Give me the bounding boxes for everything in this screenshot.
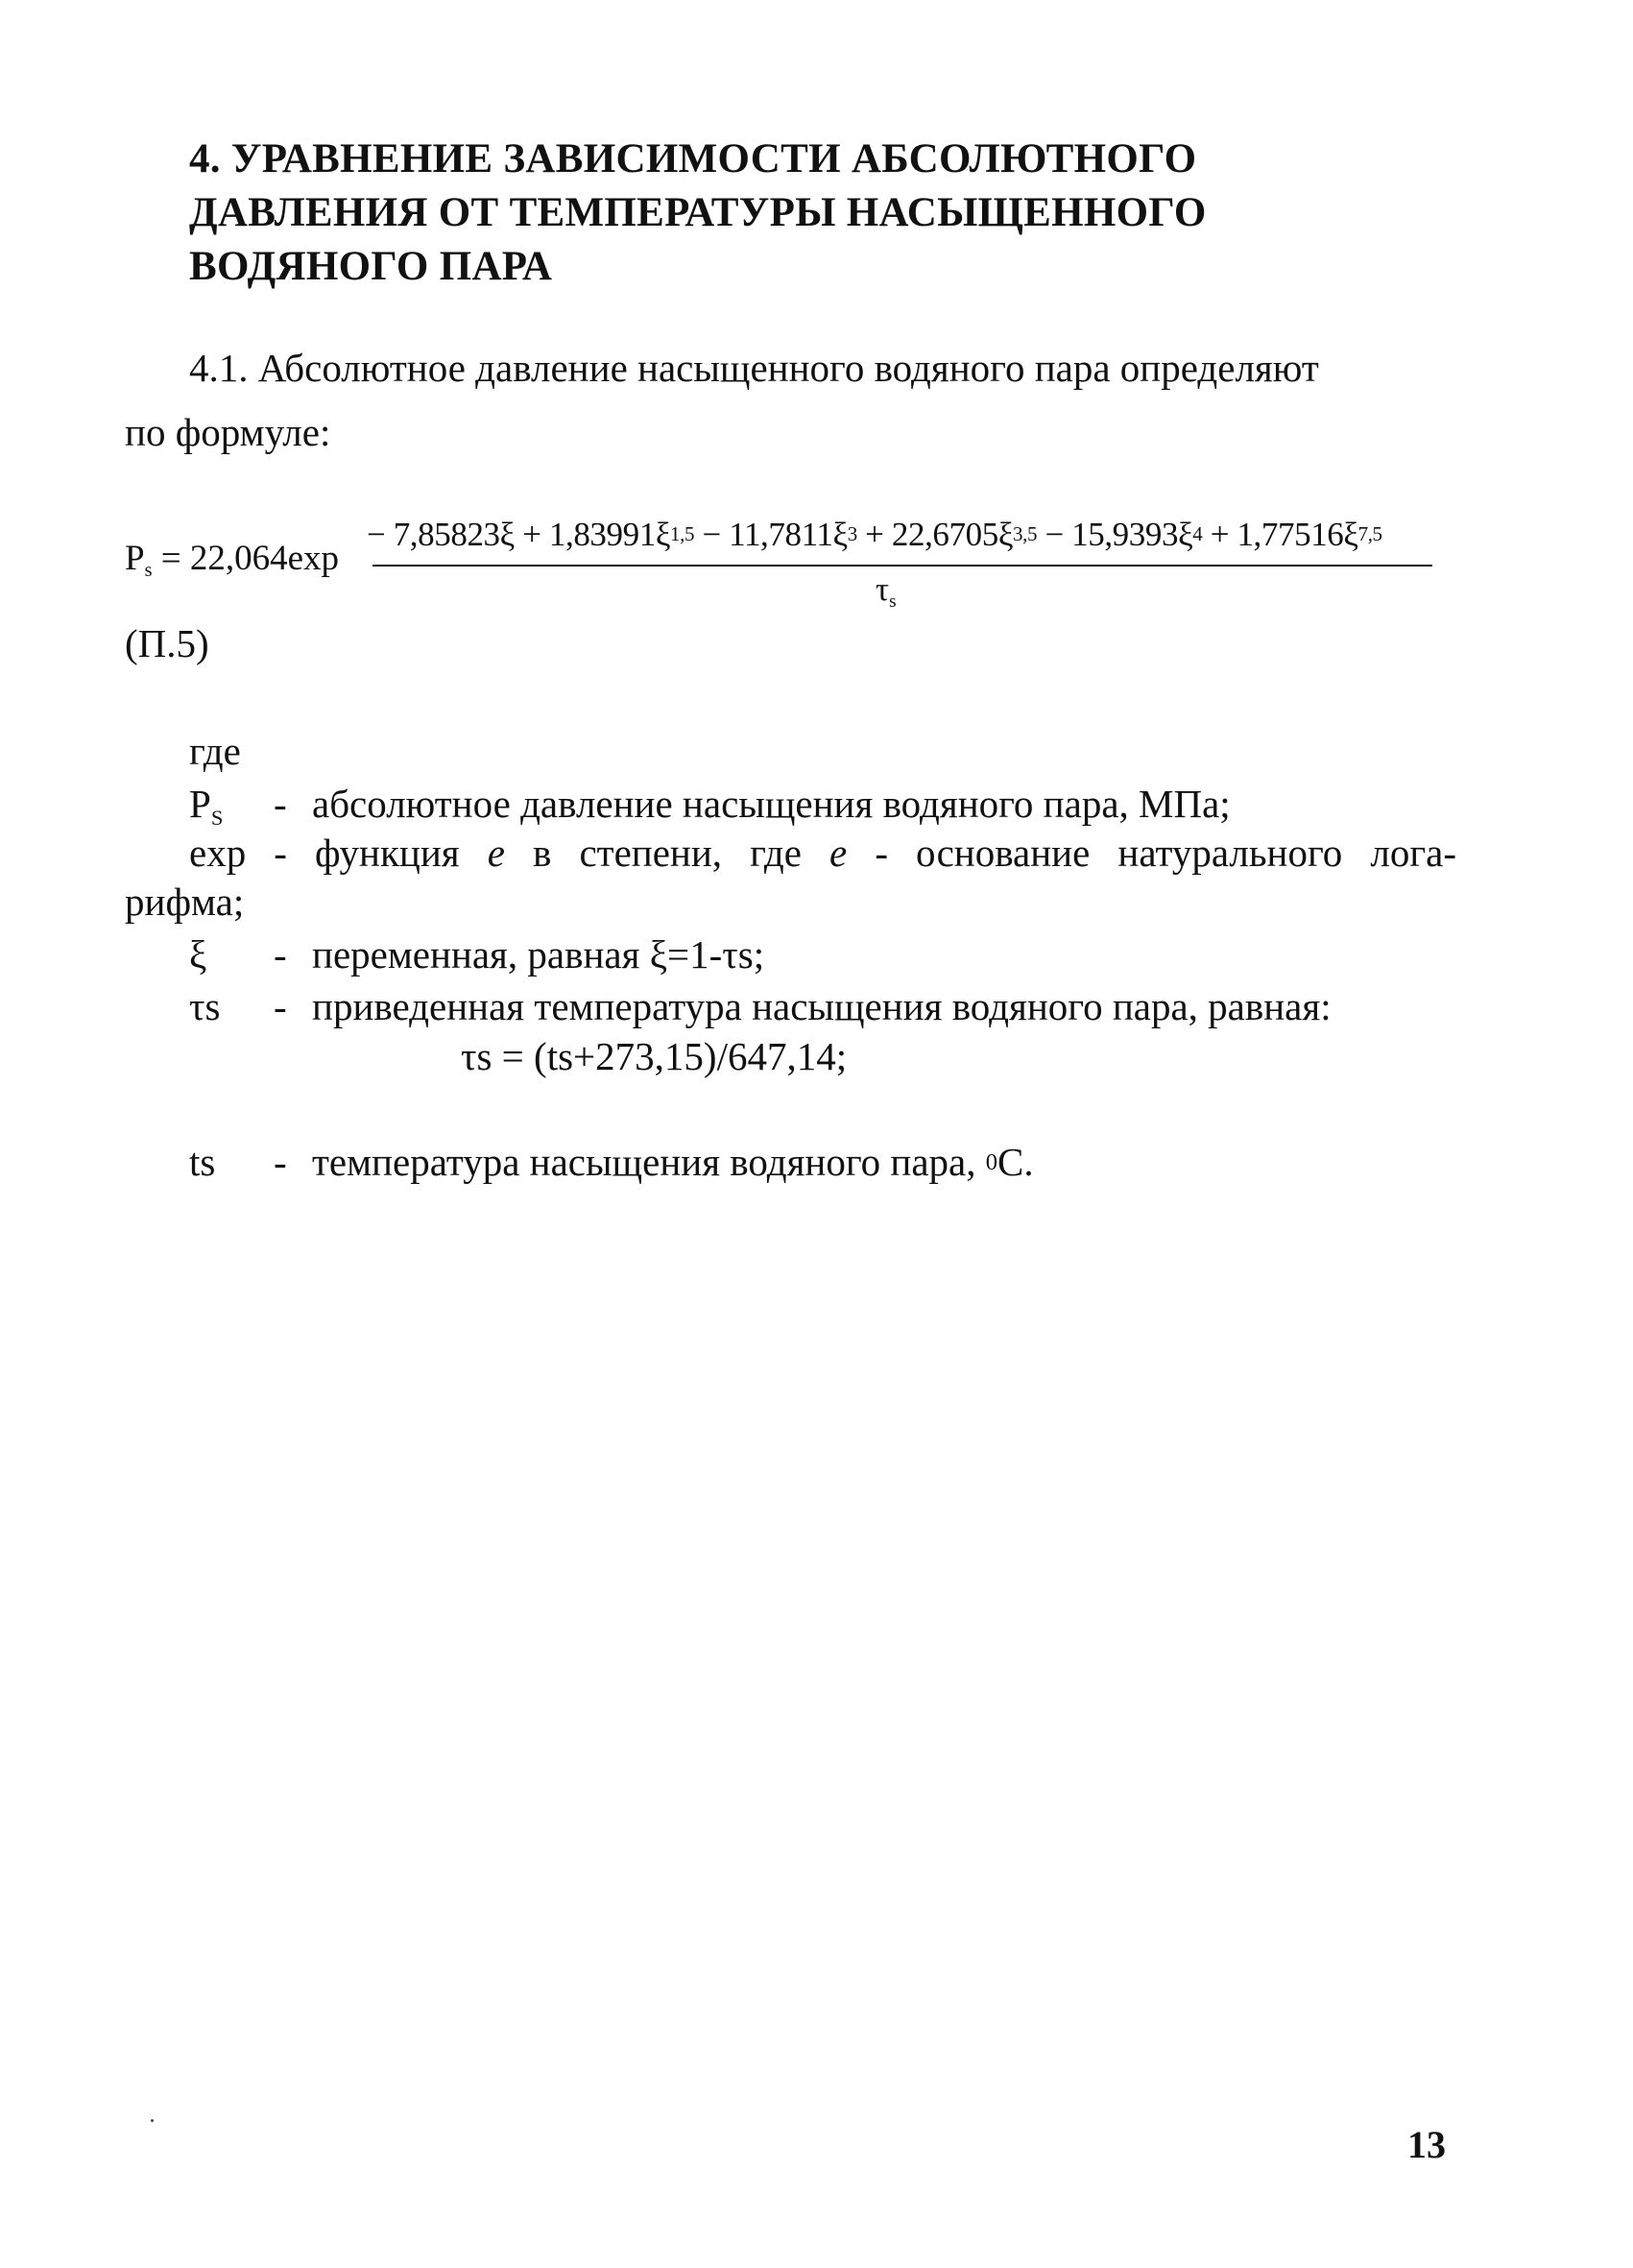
- heading-line-2: ДАВЛЕНИЯ ОТ ТЕМПЕРАТУРЫ НАСЫЩЕННОГО: [189, 190, 1207, 235]
- where-label: где: [189, 729, 241, 773]
- formula-denominator: [876, 570, 897, 612]
- pressure-symbol: P: [125, 539, 145, 578]
- numerator-term-2: − 11,7811ξ: [694, 516, 848, 553]
- def-tau-formula: τs = (ts+273,15)/647,14;: [461, 1034, 848, 1078]
- def-tau-symbol: τs: [189, 984, 221, 1028]
- exponent-5: 7,5: [1357, 521, 1382, 545]
- heading-line-3: ВОДЯНОГО ПАРА: [189, 244, 553, 289]
- exponent-1: 1,5: [670, 521, 695, 545]
- section-heading: [189, 133, 1207, 294]
- def-ts: ts - температура насыщения водяного пара, $^0$C.: [189, 1140, 1034, 1184]
- formula-lhs-rest: = 22,064exp: [152, 539, 340, 578]
- exponent-3: 3,5: [1013, 521, 1038, 545]
- def-xi-text: переменная, равная ξ=1-τs;: [312, 932, 765, 977]
- formula-number: (П.5): [125, 621, 209, 665]
- numerator-term-4: − 15,9393ξ: [1037, 516, 1193, 553]
- def-tau: τs - приведенная температура насыщения водяного пара, равная:: [189, 984, 1332, 1028]
- def-ts-symbol: ts: [189, 1140, 216, 1184]
- formula-lhs: [125, 538, 340, 582]
- def-pressure-text: абсолютное давление насыщения водяного пара, МПа;: [312, 782, 1231, 826]
- exponent-2: 3: [847, 521, 857, 545]
- def-tau-text: приведенная температура насыщения водяного пара, равная:: [312, 984, 1332, 1028]
- celsius-unit: C.: [997, 1140, 1034, 1184]
- page-number: 13: [1407, 2123, 1446, 2166]
- def-ts-text: температура насыщения водяного пара,: [312, 1140, 986, 1184]
- pressure-subscript: s: [144, 560, 153, 582]
- def-pressure-symbol: $P_S$: [189, 782, 224, 830]
- numerator-term-1: − 7,85823ξ + 1,83991ξ: [367, 516, 671, 553]
- degree-superscript: 0: [985, 1148, 998, 1175]
- def-xi: ξ - переменная, равная ξ=1-τs;: [189, 932, 765, 977]
- tau-symbol: τ: [876, 570, 890, 608]
- formula-numerator: [367, 516, 1382, 554]
- scan-speck: [151, 2119, 154, 2122]
- def-xi-symbol: ξ: [189, 932, 207, 977]
- intro-line-1: 4.1. Абсолютное давление насыщенного водяного пара определяют: [189, 346, 1319, 390]
- numerator-term-3: + 22,6705ξ: [856, 516, 1014, 553]
- fraction-line: [372, 565, 1432, 567]
- exponent-4: 4: [1192, 521, 1203, 545]
- def-exp-continuation: рифма;: [125, 880, 245, 924]
- numerator-term-5: + 1,77516ξ: [1202, 516, 1358, 553]
- def-pressure: [189, 780, 1231, 828]
- tau-subscript: s: [889, 591, 897, 612]
- def-exp: exp - функция e в степени, где e - основание натурального лога-: [189, 831, 1457, 875]
- intro-line-2: по формуле:: [125, 410, 331, 454]
- def-dash: -: [274, 782, 287, 826]
- def-exp-symbol: exp: [189, 831, 247, 875]
- heading-line-1: 4. УРАВНЕНИЕ ЗАВИСИМОСТИ АБСОЛЮТНОГО: [189, 136, 1197, 181]
